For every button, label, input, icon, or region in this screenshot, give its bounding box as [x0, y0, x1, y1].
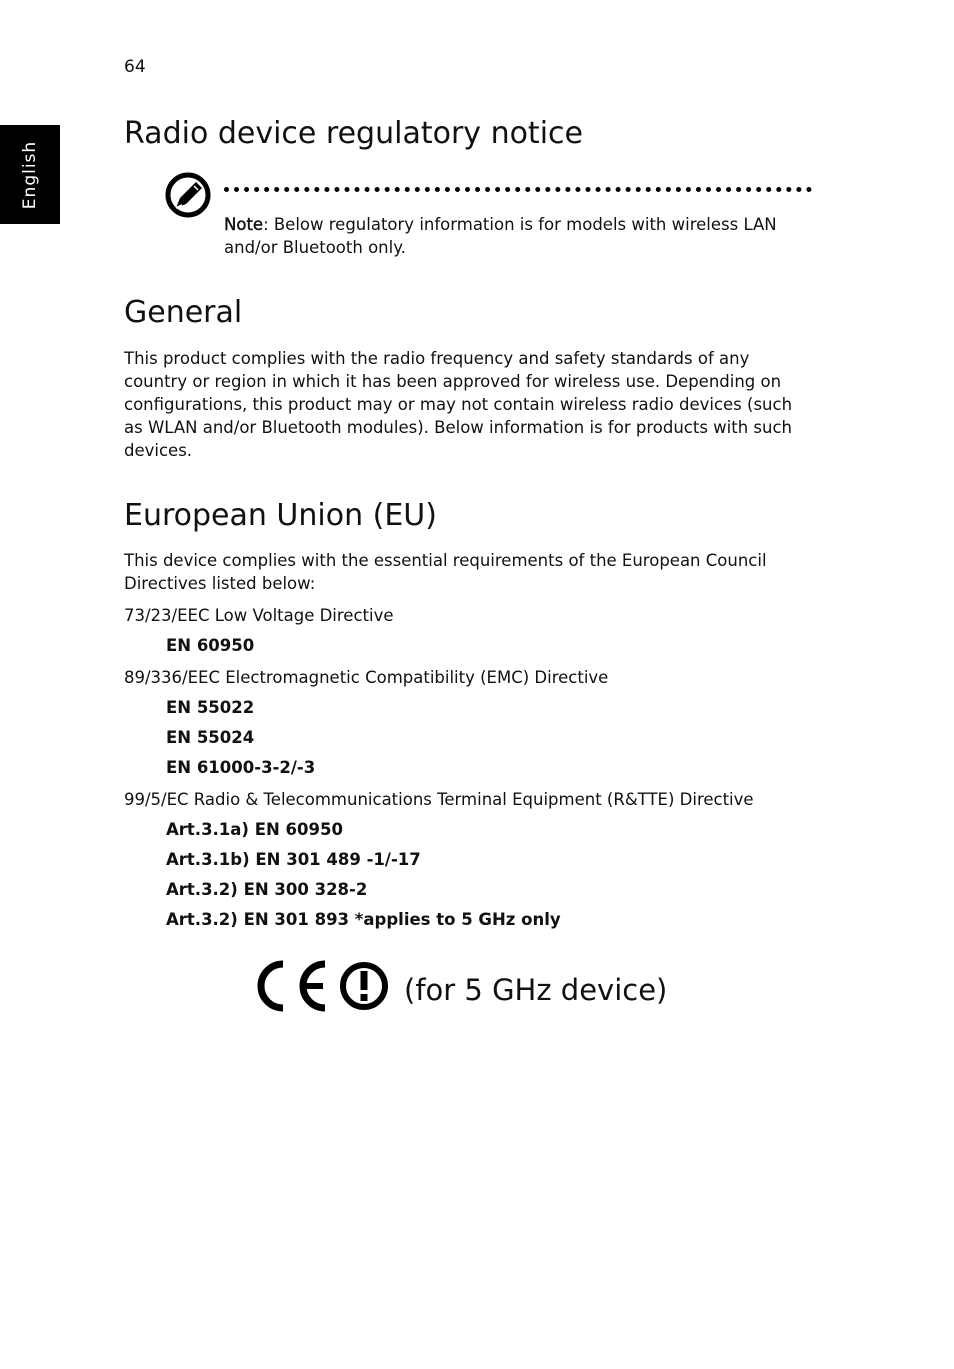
heading-radio-device-regulatory-notice: Radio device regulatory notice: [124, 116, 583, 151]
general-paragraph: This product complies with the radio frequency and safety standards of any country or region in which it has been approved for wireless use. Depending on configurations, this product may or may not contain wireless radio devices (such as WLAN and/or Bluetooth modules). Below information is for products with such devices.: [124, 349, 793, 460]
directive-emc: 89/336/EEC Electromagnetic Compatibility (EMC) Directive: [124, 668, 609, 687]
page-number: 64: [124, 57, 146, 77]
note-dotted-rule: [224, 187, 812, 192]
standard-item: Art.3.2) EN 301 893 *applies to 5 GHz only: [166, 910, 561, 929]
note-body: : Below regulatory information is for models with wireless LAN and/or Bluetooth only.: [224, 215, 777, 257]
heading-general: General: [124, 295, 243, 330]
directive-rtte: 99/5/EC Radio & Telecommunications Terminal Equipment (R&TTE) Directive: [124, 790, 754, 809]
standard-item: EN 55024: [166, 728, 255, 747]
note-pen-icon: [164, 172, 212, 218]
ce-alert-mark-icon: [253, 956, 393, 1016]
directive-low-voltage: 73/23/EEC Low Voltage Directive: [124, 606, 394, 625]
heading-european-union: European Union (EU): [124, 498, 437, 533]
language-tab-label: English: [20, 140, 40, 210]
note-text: [224, 213, 814, 259]
standard-item: EN 60950: [166, 636, 255, 655]
standard-item: Art.3.1b) EN 301 489 -1/-17: [166, 850, 421, 869]
standard-item: Art.3.1a) EN 60950: [166, 820, 343, 839]
eu-intro-paragraph: This device complies with the essential requirements of the European Council Directives listed below:: [124, 551, 767, 593]
standard-item: EN 55022: [166, 698, 255, 717]
ce-mark-caption: (for 5 GHz device): [404, 973, 668, 1007]
language-tab: [0, 125, 60, 224]
standard-item: Art.3.2) EN 300 328-2: [166, 880, 368, 899]
note-label: Note: [224, 215, 264, 234]
standard-item: EN 61000-3-2/-3: [166, 758, 316, 777]
